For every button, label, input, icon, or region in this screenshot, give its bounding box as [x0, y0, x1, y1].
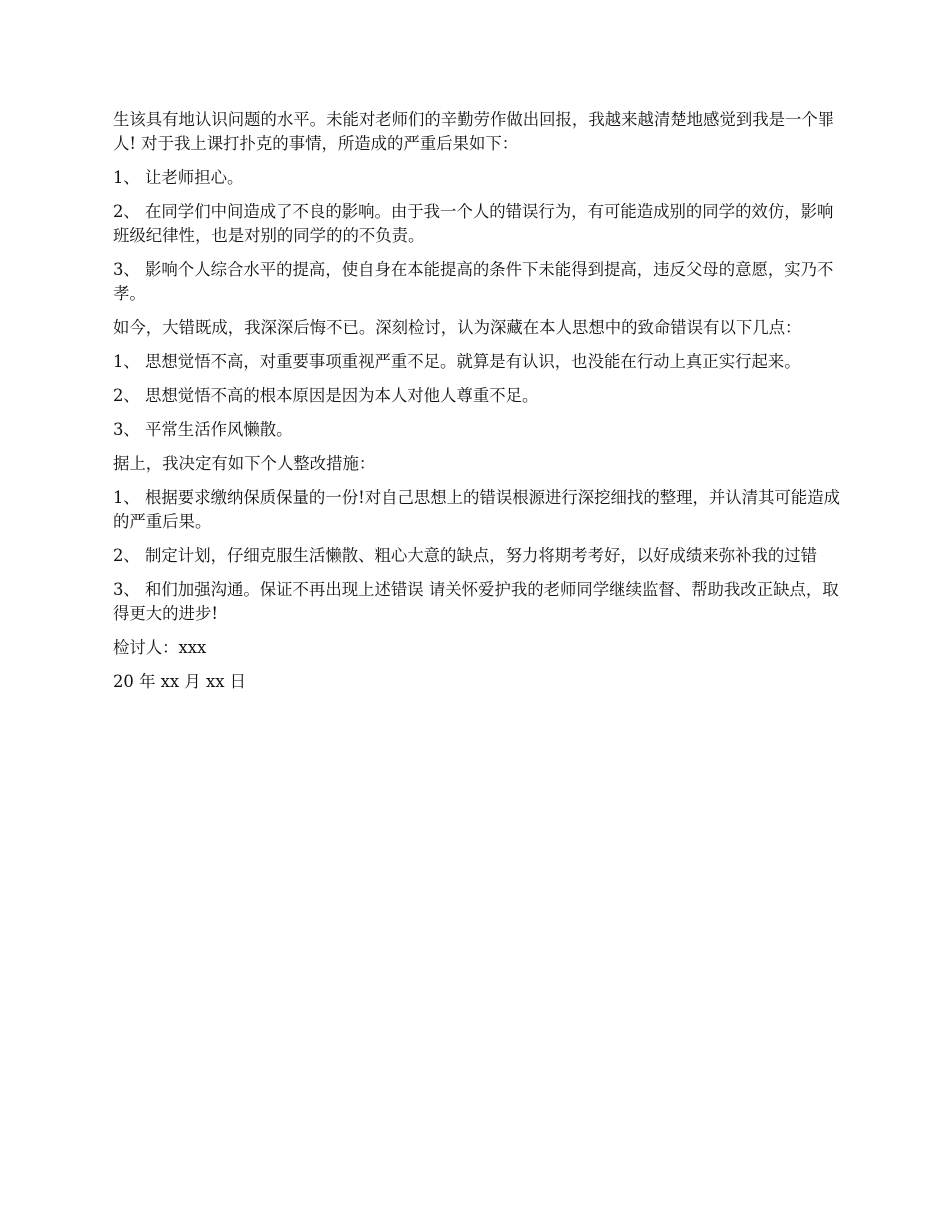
consequence-item-2: 2、 在同学们中间造成了不良的影响。由于我一个人的错误行为，有可能造成别的同学的效仿，影响班级纪律性，也是对别的同学的的不负责。: [113, 202, 834, 245]
measure-item-2: 2、 制定计划，仔细克服生活懒散、粗心大意的缺点，努力将期考考好，以好成绩来弥补我的过错: [113, 546, 818, 565]
paragraph-reflection: 如今，大错既成，我深深后悔不已。深刻检讨，认为深藏在本人思想中的致命错误有以下几点：: [113, 318, 802, 337]
document-body: [113, 108, 843, 704]
consequence-item-3: 3、 影响个人综合水平的提高，使自身在本能提高的条件下未能得到提高，违反父母的意愿，实乃不孝。: [113, 260, 834, 303]
date-line: 20 年 xx 月 xx 日: [113, 672, 247, 691]
error-item-1: 1、 思想觉悟不高，对重要事项重视严重不足。就算是有认识，也没能在行动上真正实行起来。: [113, 352, 801, 371]
error-item-3: 3、 平常生活作风懒散。: [113, 420, 293, 439]
consequence-item-1: 1、 让老师担心。: [113, 168, 244, 187]
error-item-2: 2、 思想觉悟不高的根本原因是因为本人对他人尊重不足。: [113, 386, 539, 405]
paragraph-intro: 生该具有地认识问题的水平。未能对老师们的辛勤劳作做出回报，我越来越清楚地感觉到我是一个罪人! 对于我上课打扑克的事情，所造成的严重后果如下：: [113, 110, 835, 153]
signature-line: 检讨人：xxx: [113, 638, 207, 657]
paragraph-measures-intro: 据上，我决定有如下个人整改措施：: [113, 454, 376, 473]
measure-item-1: 1、 根据要求缴纳保质保量的一份!对自己思想上的错误根源进行深挖细找的整理，并认清其可能造成的严重后果。: [113, 488, 841, 531]
measure-item-3: 3、 和们加强沟通。保证不再出现上述错误 请关怀爱护我的老师同学继续监督、帮助我改正缺点，取得更大的进步!: [113, 580, 839, 623]
